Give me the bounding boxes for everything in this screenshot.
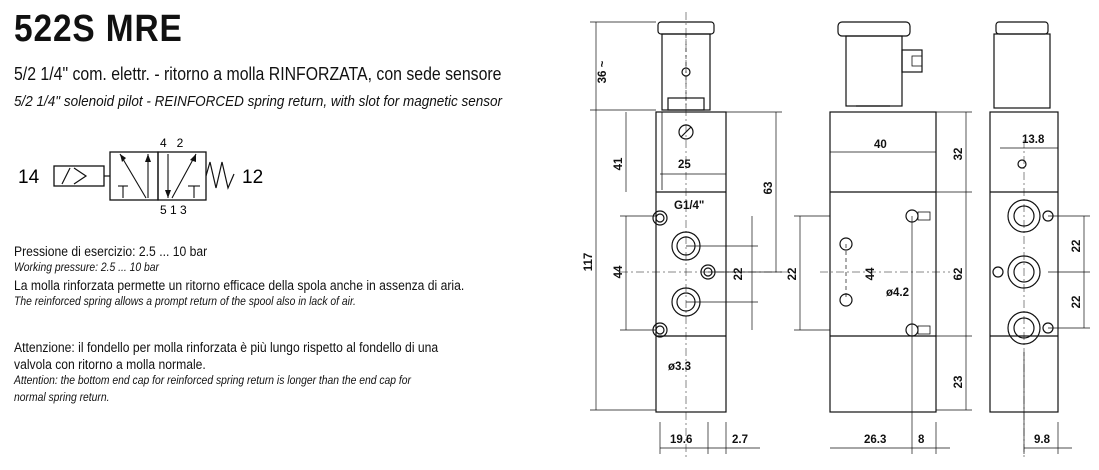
ports-bottom-label: 5 1 3 bbox=[160, 203, 187, 217]
dim-26-3: 26.3 bbox=[864, 434, 887, 446]
thread-label: G1/4" bbox=[674, 200, 705, 212]
dim-32: 32 bbox=[953, 147, 965, 161]
side-view bbox=[653, 22, 726, 412]
dim-117: 117 bbox=[583, 252, 595, 272]
hole-33-label: ø3.3 bbox=[668, 361, 692, 373]
spring-it: La molla rinforzata permette un ritorno efficace della spola anche in assenza di aria. bbox=[14, 278, 465, 293]
spring-en: The reinforced spring allows a prompt return of the spool also in lack of air. bbox=[14, 296, 356, 308]
dim-41: 41 bbox=[613, 157, 625, 171]
dim-44-front: 44 bbox=[865, 267, 877, 281]
hole-42-label: ø4.2 bbox=[886, 287, 910, 299]
dim-22-end-top: 22 bbox=[1071, 239, 1083, 253]
warning-it-1: Attenzione: il fondello per molla rinforzata è più lungo rispetto al fondello di una bbox=[14, 340, 439, 355]
dim-22-side: 22 bbox=[733, 267, 745, 281]
dim-63: 63 bbox=[763, 181, 775, 195]
model-title: 522S MRE bbox=[14, 8, 183, 50]
dim-23: 23 bbox=[953, 375, 965, 389]
dim-9-8: 9.8 bbox=[1034, 434, 1050, 446]
subtitle-italian: 5/2 1/4" com. elettr. - ritorno a molla RINFORZATA, con sede sensore bbox=[14, 64, 502, 84]
front-view bbox=[830, 22, 936, 412]
warning-it-2: valvola con ritorno a molla normale. bbox=[14, 357, 206, 372]
warning-en-2: normal spring return. bbox=[14, 392, 110, 404]
dim-25: 25 bbox=[678, 159, 691, 171]
warning-en-1: Attention: the bottom end cap for reinforced spring return is longer than the end cap for bbox=[14, 375, 411, 387]
dim-62: 62 bbox=[953, 267, 965, 281]
pressure-it: Pressione di esercizio: 2.5 ... 10 bar bbox=[14, 244, 208, 259]
port-14-label: 14 bbox=[18, 167, 40, 188]
dim-8: 8 bbox=[918, 434, 925, 446]
subtitle-english: 5/2 1/4" solenoid pilot - REINFORCED spring return, with slot for magnetic sensor bbox=[14, 93, 502, 110]
dim-36: 36 ~ bbox=[597, 60, 609, 84]
dim-19-6: 19.6 bbox=[670, 434, 693, 446]
dim-40: 40 bbox=[874, 139, 887, 151]
port-12-label: 12 bbox=[242, 167, 264, 188]
dim-13-8: 13.8 bbox=[1022, 134, 1045, 146]
ports-top-label: 4 2 bbox=[160, 136, 184, 150]
pressure-en: Working pressure: 2.5 ... 10 bar bbox=[14, 262, 159, 274]
dim-22-front-left: 22 bbox=[787, 267, 799, 281]
dim-2-7: 2.7 bbox=[732, 434, 748, 446]
dim-22-end-bottom: 22 bbox=[1071, 295, 1083, 309]
dim-44-side: 44 bbox=[613, 265, 625, 279]
